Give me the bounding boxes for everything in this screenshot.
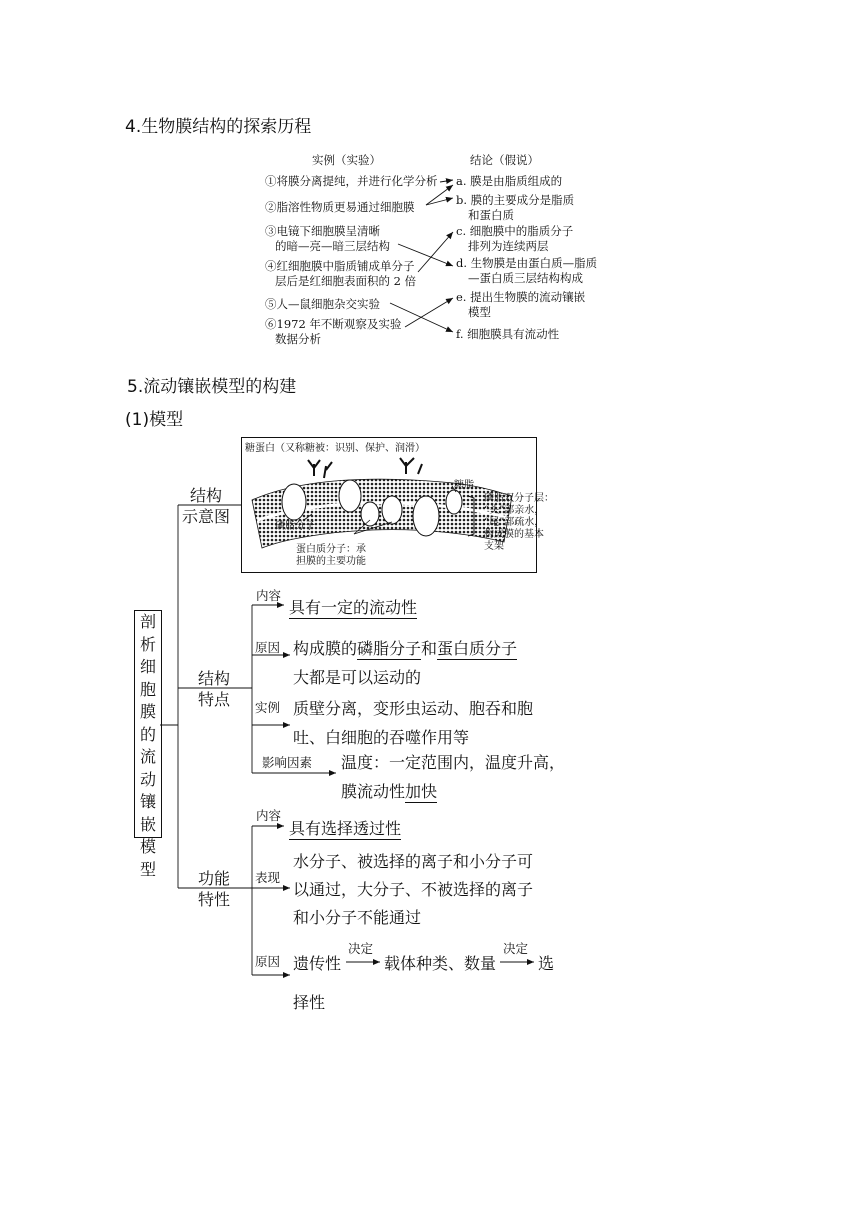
functional-reason-heredity: 遗传性: [293, 954, 342, 973]
functional-features-label: 功能 特性: [198, 869, 231, 909]
conclusions-column-header: 结论（假说）: [470, 153, 539, 167]
decide-label-2: 决定: [503, 941, 529, 956]
functional-reason-selectivity-cont: 择性: [293, 993, 326, 1012]
functional-content: 具有选择透过性: [289, 819, 402, 838]
functional-reason-selectivity: 选: [538, 954, 555, 973]
example-2: ②脂溶性物质更易通过细胞膜: [265, 200, 415, 214]
structural-reason: 构成膜的磷脂分子和蛋白质分子 大都是可以运动的: [293, 639, 518, 687]
conclusion-b: b. 膜的主要成分是脂质 和蛋白质: [456, 193, 575, 222]
structural-reason-tag: 原因: [255, 640, 281, 655]
phospholipid-label: 磷脂分子: [275, 521, 315, 532]
influence-factor-tag: 影响因素: [262, 755, 313, 770]
conclusion-d: d. 生物膜是由蛋白质—脂质 —蛋白质三层结构构成: [456, 256, 598, 285]
influence-factor: 温度：一定范围内，温度升高， 膜流动性加快: [341, 753, 566, 801]
section-4-title: 4.生物膜结构的探索历程: [125, 117, 312, 137]
structural-example-tag: 实例: [255, 700, 281, 715]
functional-content-tag: 内容: [256, 808, 282, 823]
structural-features-label: 结构 特点: [198, 669, 231, 709]
functional-manifest-tag: 表现: [255, 870, 281, 885]
example-5: ⑤人—鼠细胞杂交实验: [265, 297, 380, 311]
conclusion-a: a. 膜是由脂质组成的: [456, 174, 563, 188]
root-title-box: 剖 析 细 胞 膜 的 流 动 镶 嵌 模 型: [134, 610, 162, 838]
conclusion-c: c. 细胞膜中的脂质分子 排列为连续两层: [456, 224, 574, 253]
structural-content-tag: 内容: [256, 588, 282, 603]
decide-label-1: 决定: [348, 941, 374, 956]
conclusion-e: e. 提出生物膜的流动镶嵌 模型: [456, 290, 586, 319]
structure-diagram-label: 结构 示意图: [182, 486, 231, 526]
bilayer-label: 磷脂双分子层： “头”部亲水， “尾”部疏水， 构成膜的基本 支架: [484, 493, 554, 552]
example-4: ④红细胞膜中脂质铺成单分子 层后是红细胞表面积的 2 倍: [265, 259, 417, 288]
functional-reason-tag: 原因: [255, 954, 281, 969]
protein-label: 蛋白质分子：承 担膜的主要功能: [296, 544, 366, 567]
example-3: ③电镜下细胞膜呈清晰 的暗—亮—暗三层结构: [265, 224, 390, 253]
conclusion-f: f. 细胞膜具有流动性: [456, 327, 560, 341]
membrane-diagram: [241, 437, 554, 573]
example-6: ⑥1972 年不断观察及实验 数据分析: [265, 317, 402, 346]
structural-content: 具有一定的流动性: [289, 598, 418, 617]
glycoprotein-label: 糖蛋白（又称糖被：识别、保护、润滑）: [245, 443, 425, 454]
section-5-title: 5.流动镶嵌模型的构建: [127, 377, 297, 397]
examples-column-header: 实例（实验）: [312, 153, 381, 167]
functional-manifest: 水分子、被选择的离子和小分子可 以通过，大分子、不被选择的离子 和小分子不能通过: [293, 852, 534, 927]
functional-reason-carrier: 载体种类、数量: [384, 954, 497, 973]
section-5-subtitle: (1)模型: [125, 410, 184, 430]
glycolipid-label: 糖脂: [454, 480, 474, 491]
structural-example: 质壁分离，变形虫运动、胞吞和胞 吐、白细胞的吞噬作用等: [293, 699, 534, 747]
example-1: ①将膜分离提纯，并进行化学分析: [265, 174, 438, 188]
